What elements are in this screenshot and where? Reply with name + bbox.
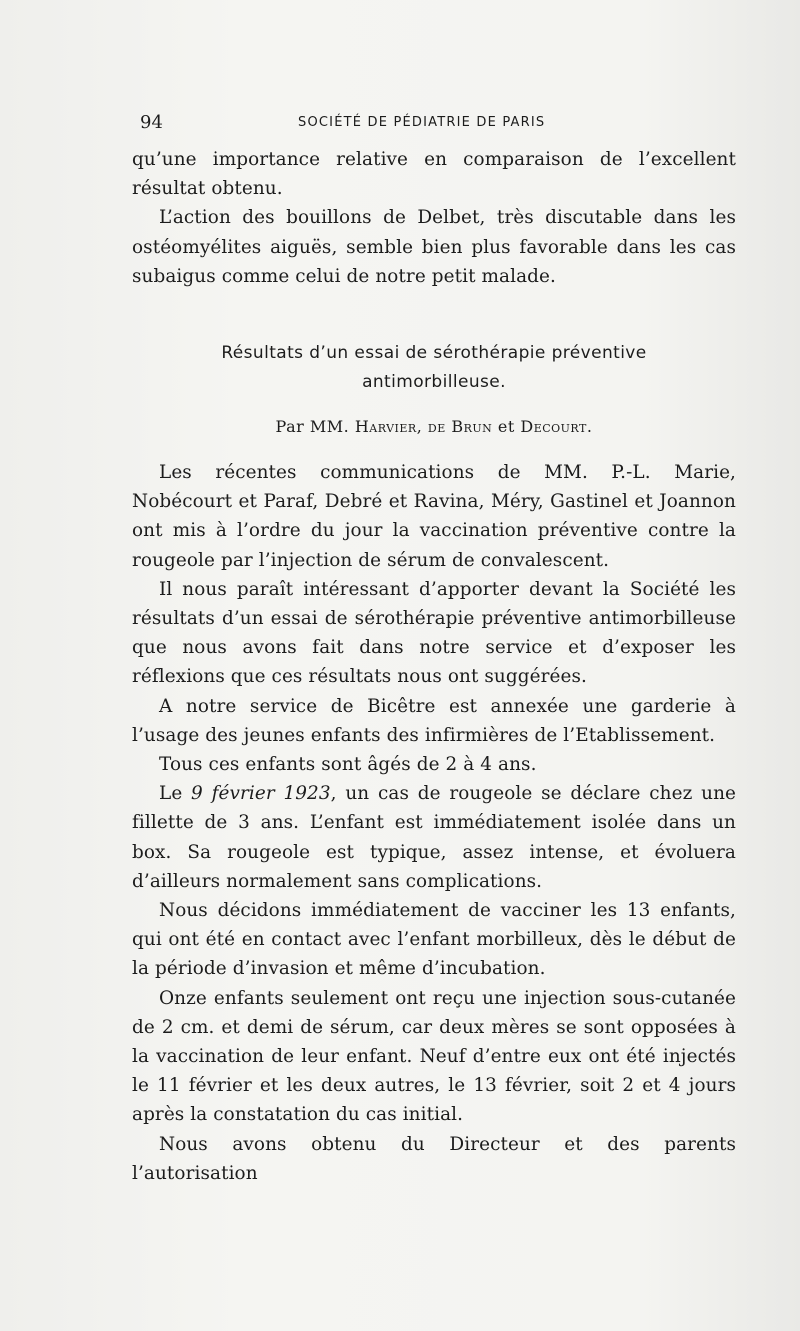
paragraph-february	[132, 779, 736, 896]
text-segment: , un cas de rougeole se déclare chez une fillette de 3 ans. L’enfant est immédiatement isolée dans un box. Sa rougeole est typique, assez intense, et évoluera d’ailleurs normalement sans complications.	[132, 783, 736, 892]
paragraph-continuation: qu’une importance relative en comparaison de l’excellent résultat obtenu.	[132, 149, 736, 200]
author-decourt: Decourt.	[520, 417, 593, 436]
intro-text	[132, 145, 736, 291]
running-header	[140, 112, 600, 136]
article-title-line-1: Résultats d’un essai de sérothérapie préventive	[221, 343, 647, 363]
paragraph: Il nous paraît intéressant d’apporter devant la Société les résultats d’un essai de sérothérapie préventive antimorbilleuse que nous avons fait dans notre service et d’exposer les réflexions que ces résultats nous ont suggérées.	[132, 578, 736, 688]
byline-conjunction: et	[497, 417, 515, 436]
author-harvier: Harvier,	[354, 417, 423, 436]
paragraph: L’action des bouillons de Delbet, très discutable dans les ostéomyélites aiguës, semble bien plus favorable dans les cas subaigus comme celui de notre petit malade.	[132, 207, 736, 287]
author-de-brun: de Brun	[427, 417, 493, 436]
article-title	[132, 339, 736, 397]
article-body	[132, 458, 736, 1188]
paragraph: Onze enfants seulement ont reçu une injection sous-cutanée de 2 cm. et demi de sérum, car deux mères se sont opposées à la vaccination de leur enfant. Neuf d’entre eux ont été injectés le 11 février et les deux autres, le 13 février, soit 2 et 4 jours après la constatation du cas initial.	[132, 987, 736, 1126]
paragraph: Nous décidons immédiatement de vacciner les 13 enfants, qui ont été en contact avec l’enfant morbilleux, dès le début de la période d’invasion et même d’incubation.	[132, 900, 736, 980]
byline	[132, 417, 736, 436]
italic-date: 9 février 1923	[191, 783, 331, 805]
article-title-line-2: antimorbilleuse.	[362, 372, 506, 392]
page-number: 94	[140, 112, 163, 133]
paragraph: Tous ces enfants sont âgés de 2 à 4 ans.	[159, 754, 537, 776]
paragraph: Les récentes communications de MM. P.-L. Marie, Nobécourt et Paraf, Debré et Ravina, Méry, Gastinel et Joannon ont mis à l’ordre du jour la vaccination préventive contre la rougeole par l’injection de sérum de convalescent.	[132, 462, 736, 571]
byline-prefix: Par MM.	[275, 417, 350, 436]
text-segment: Le	[159, 783, 192, 805]
journal-title: SOCIÉTÉ DE PÉDIATRIE DE PARIS	[298, 115, 546, 130]
paragraph-final-line: Nous avons obtenu du Directeur et des parents l’autorisation	[132, 1133, 736, 1184]
paragraph: A notre service de Bicêtre est annexée une garderie à l’usage des jeunes enfants des infirmières de l’Etablissement.	[132, 695, 736, 746]
